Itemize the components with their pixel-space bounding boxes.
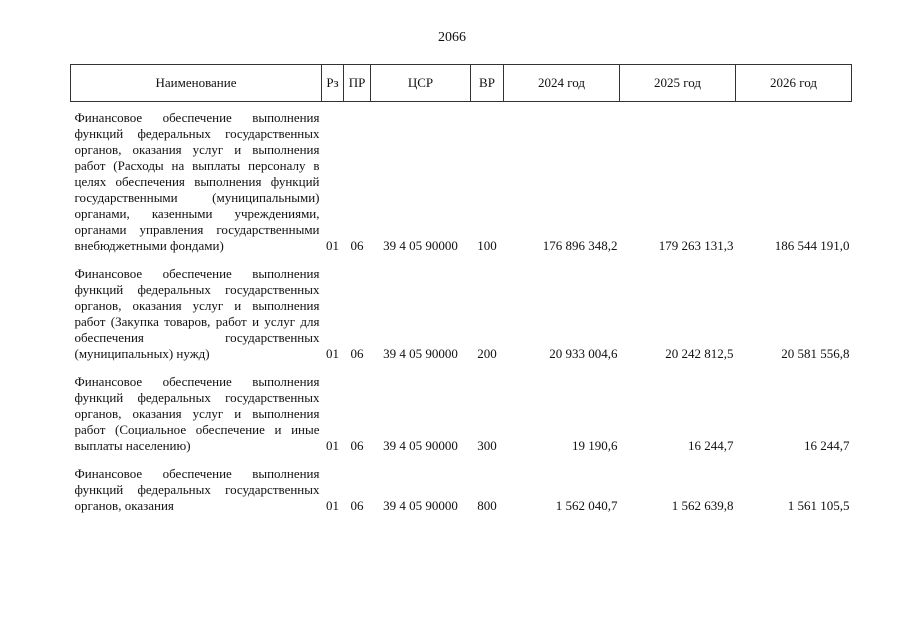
row-vr: 200	[477, 346, 497, 361]
header-2025: 2025 год	[620, 65, 736, 102]
row-2026: 186 544 191,0	[774, 238, 850, 253]
header-rz: Рз	[322, 65, 344, 102]
row-2026: 1 561 105,5	[787, 498, 850, 513]
row-pr: 06	[350, 438, 364, 453]
table-row	[71, 458, 852, 518]
row-pr: 06	[350, 498, 364, 513]
row-csr: 39 4 05 90000	[383, 438, 458, 453]
row-2024: 20 933 004,6	[549, 346, 618, 361]
row-csr: 39 4 05 90000	[383, 498, 458, 513]
row-vr: 800	[477, 498, 497, 513]
row-2024: 1 562 040,7	[555, 498, 618, 513]
header-vr: ВР	[471, 65, 504, 102]
row-pr: 06	[350, 238, 364, 253]
row-rz: 01	[326, 346, 339, 361]
row-name: Финансовое обеспечение выполнения функций федеральных государственных органов, оказания	[74, 466, 320, 513]
row-2024: 176 896 348,2	[542, 238, 618, 253]
table-row	[71, 366, 852, 458]
page-number: 2066	[438, 30, 466, 45]
row-pr: 06	[350, 346, 364, 361]
budget-table-container	[70, 64, 851, 518]
row-rz: 01	[326, 438, 339, 453]
row-name: Финансовое обеспечение выполнения функций федеральных государственных органов, оказания услуг и выполнения работ (Социальное обеспечение и иные выплаты населению)	[74, 374, 320, 453]
row-name: Финансовое обеспечение выполнения функций федеральных государственных органов, оказания услуг и выполнения работ (Закупка товаров, работ и услуг для обеспечения государственных (муниципальных) нужд)	[74, 266, 320, 361]
row-2024: 19 190,6	[572, 438, 618, 453]
header-2024: 2024 год	[504, 65, 620, 102]
table-header-row	[71, 65, 852, 102]
row-csr: 39 4 05 90000	[383, 238, 458, 253]
row-rz: 01	[326, 238, 339, 253]
header-pr: ПР	[344, 65, 371, 102]
row-2025: 16 244,7	[688, 438, 734, 453]
row-2026: 20 581 556,8	[781, 346, 850, 361]
header-2026: 2026 год	[736, 65, 852, 102]
row-name: Финансовое обеспечение выполнения функций федеральных государственных органов, оказания услуг и выполнения работ (Расходы на выплаты персоналу в целях обеспечения выполнения функций государственными (муниципальными) органами, казенными учреждениями, органами управления государственными внебюджетными фондами)	[74, 110, 320, 253]
row-2025: 1 562 639,8	[671, 498, 734, 513]
row-csr: 39 4 05 90000	[383, 346, 458, 361]
header-csr: ЦСР	[371, 65, 471, 102]
row-2025: 179 263 131,3	[658, 238, 734, 253]
table-row	[71, 258, 852, 366]
table-row	[71, 102, 852, 259]
row-2026: 16 244,7	[804, 438, 850, 453]
row-vr: 300	[477, 438, 497, 453]
row-rz: 01	[326, 498, 339, 513]
row-2025: 20 242 812,5	[665, 346, 734, 361]
header-name: Наименование	[71, 65, 322, 102]
row-vr: 100	[477, 238, 497, 253]
budget-table	[70, 64, 852, 518]
